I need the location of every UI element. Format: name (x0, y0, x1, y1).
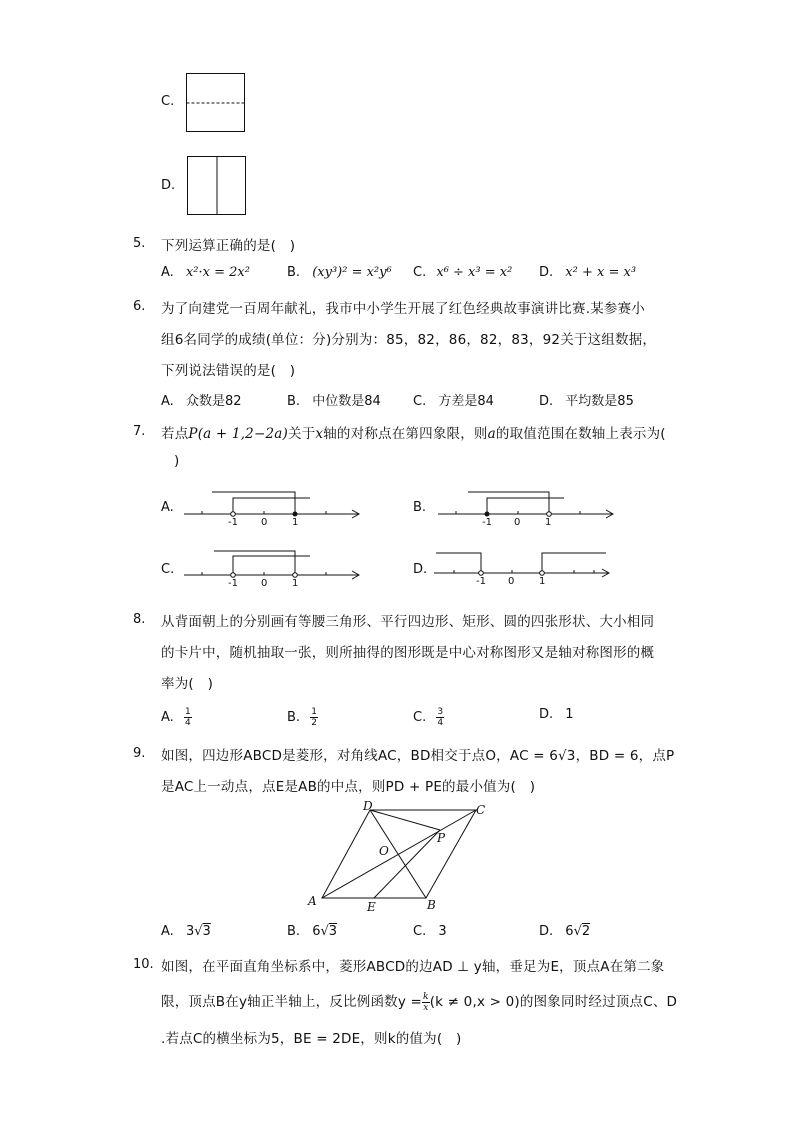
q6-option-a-label: A. (161, 394, 174, 409)
q10-text-a: 限，顶点B在y轴正半轴上，反比例函数y = (161, 994, 423, 1010)
q6-option-c (413, 390, 494, 409)
q6-number: 6. (133, 299, 146, 314)
q9-label-p: P (437, 831, 446, 845)
q8-option-d-text: 1 (565, 707, 574, 722)
q8-number: 8. (133, 612, 146, 627)
q8-option-c (413, 707, 444, 728)
q7-option-c-numberline (184, 549, 364, 589)
q9-option-b-label: B. (287, 924, 301, 939)
q10-frac-x: x (423, 1002, 429, 1013)
q7-b-tick-neg1: -1 (482, 517, 492, 528)
q8-option-b-label: B. (287, 710, 301, 725)
q6-line-3: 下列说法错误的是( ) (161, 363, 296, 379)
q5-option-d-label: D. (539, 265, 554, 280)
q9-a-rad: 3 (202, 924, 211, 939)
q7-c-tick-0: 0 (261, 578, 268, 589)
q7-option-a-label: A. (161, 500, 174, 515)
q7-x-var: x (315, 426, 324, 442)
q7-option-a-numberline (184, 488, 364, 528)
q9-d-coef: 6 (565, 924, 574, 939)
q8-option-a-label: A. (161, 710, 174, 725)
q8-b-num: 1 (311, 707, 317, 717)
q7-d-tick-neg1: -1 (476, 576, 486, 587)
q8-c-den: 4 (437, 718, 444, 728)
q8-option-c-fraction (436, 707, 444, 728)
q7-option-c-label: C. (161, 562, 175, 577)
q10-line-2 (161, 990, 677, 1013)
q9-option-d: D. 6√2 (539, 924, 591, 939)
q8-option-b (287, 707, 318, 728)
q8-option-c-label: C. (413, 710, 427, 725)
q7-option-b-label: B. (413, 500, 427, 515)
q9-option-a-label: A. (161, 924, 174, 939)
q7-option-b-numberline (438, 488, 618, 528)
q9-a-coef: 3 (185, 924, 195, 939)
q7-number: 7. (133, 424, 146, 439)
q8-c-num: 3 (437, 707, 444, 717)
q8-a-num: 1 (184, 707, 191, 717)
q8-option-a-fraction (184, 707, 192, 728)
q9-option-c-label: C. (413, 924, 427, 939)
q7-text-c: 轴的对称点在第四象限，则 (323, 426, 488, 442)
q6-line-1: 为了向建党一百周年献礼，我市中小学生开展了红色经典故事演讲比赛.某参赛小 (161, 301, 645, 317)
q4-option-c-figure (186, 73, 246, 133)
q7-d-tick-1: 1 (539, 576, 546, 587)
q7-c-tick-neg1: -1 (228, 578, 238, 589)
q8-option-a (161, 707, 192, 728)
q8-option-d (539, 707, 574, 722)
q7-text-a: 若点 (161, 426, 189, 442)
q8-line-1: 从背面朝上的分别画有等腰三角形、平行四边形、矩形、圆的四张形状、大小相同 (161, 614, 655, 630)
q5-option-b-label: B. (287, 265, 301, 280)
q5-option-b-text: (xy³)² = x²y⁶ (312, 265, 392, 280)
q5-number: 5. (133, 236, 146, 251)
q6-option-d (539, 390, 634, 409)
q8-option-b-fraction (310, 707, 318, 728)
q9-label-b: B (427, 898, 436, 912)
q7-text-d: 的取值范围在数轴上表示为( (495, 426, 666, 442)
q9-b-coef: 6 (312, 924, 321, 939)
q9-option-a: A. 3√3 (161, 924, 211, 939)
q7-line-1 (161, 422, 666, 442)
q7-option-d-numberline (434, 547, 614, 587)
q5-option-b (287, 265, 392, 280)
q7-d-tick-0: 0 (508, 576, 515, 587)
q7-option-d-label: D. (413, 562, 428, 577)
q9-rhombus-figure (300, 798, 500, 918)
q9-label-e: E (367, 900, 376, 914)
q10-number: 10. (133, 957, 154, 972)
q6-option-b (287, 390, 381, 409)
q6-option-d-text: 平均数是85 (565, 394, 634, 409)
q9-label-c: C (476, 803, 486, 817)
q9-label-o: O (379, 844, 389, 858)
q6-line-2: 组6名同学的成绩(单位：分)分别为：85，82，86，82，83，92关于这组数据， (161, 332, 657, 348)
q9-b-rad: 3 (328, 924, 338, 939)
q10-line-3: .若点C的横坐标为5，BE = 2DE，则k的值为( ) (161, 1031, 462, 1047)
q6-option-c-label: C. (413, 394, 427, 409)
q10-frac-k: k (423, 991, 429, 1002)
q7-b-tick-0: 0 (514, 517, 521, 528)
q5-option-c-label: C. (413, 265, 427, 280)
q8-option-d-label: D. (539, 707, 554, 722)
q5-option-d-text: x² + x = x³ (565, 265, 637, 280)
q7-a-tick-0: 0 (261, 517, 268, 528)
q10-fraction (422, 992, 430, 1013)
q8-line-2: 的卡片中，随机抽取一张，则所抽得的图形既是中心对称图形又是轴对称图形的概 (161, 645, 655, 661)
q10-line-1: 如图，在平面直角坐标系中，菱形ABCD的边AD ⊥ y轴，垂足为E，顶点A在第二象 (161, 959, 665, 975)
q6-option-a (161, 390, 241, 409)
q6-option-d-label: D. (539, 394, 554, 409)
q9-option-c-text: 3 (438, 924, 447, 939)
q4-option-d-figure (187, 156, 247, 216)
q5-option-a-text: x²·x = 2x² (185, 265, 250, 280)
q9-line-1: 如图，四边形ABCD是菱形，对角线AC，BD相交于点O，AC = 6√3，BD = 6，点P (161, 748, 675, 764)
q9-option-b: B. 6√3 (287, 924, 338, 939)
q9-label-d: D (363, 799, 373, 813)
q6-option-b-label: B. (287, 394, 301, 409)
q7-c-tick-1: 1 (292, 578, 299, 589)
q5-option-d (539, 265, 636, 280)
q6-option-c-text: 方差是84 (438, 394, 494, 409)
q10-text-b: (k ≠ 0,x > 0)的图象同时经过顶点C、D (429, 994, 678, 1010)
q9-d-rad: 2 (581, 924, 591, 939)
q9-option-c (413, 924, 447, 939)
q5-option-a (161, 265, 250, 280)
q7-a-var: a (487, 426, 496, 442)
q7-text-b: 关于 (288, 426, 316, 442)
q5-option-c (413, 265, 512, 280)
q8-a-den: 4 (184, 718, 191, 728)
q6-option-b-text: 中位数是84 (312, 394, 381, 409)
q7-line-2: ) (174, 453, 180, 469)
q9-number: 9. (133, 746, 146, 761)
q9-line-2: 是AC上一动点，点E是AB的中点，则PD + PE的最小值为( ) (161, 779, 536, 795)
q4-option-c-label: C. (161, 94, 175, 109)
q8-line-3: 率为( ) (161, 676, 214, 692)
q4-option-d-label: D. (161, 178, 176, 193)
q5-option-c-text: x⁶ ÷ x³ = x² (436, 265, 513, 280)
q8-b-den: 2 (311, 718, 317, 728)
q7-a-tick-1: 1 (292, 517, 299, 528)
q5-stem: 下列运算正确的是( ) (161, 238, 296, 254)
q7-a-tick-neg1: -1 (228, 517, 238, 528)
q9-option-d-label: D. (539, 924, 554, 939)
q7-b-tick-1: 1 (545, 517, 552, 528)
q7-point: P(a + 1,2−2a) (188, 426, 288, 442)
q5-option-a-label: A. (161, 265, 174, 280)
q6-option-a-text: 众数是82 (185, 394, 242, 409)
q9-label-a: A (308, 894, 317, 908)
